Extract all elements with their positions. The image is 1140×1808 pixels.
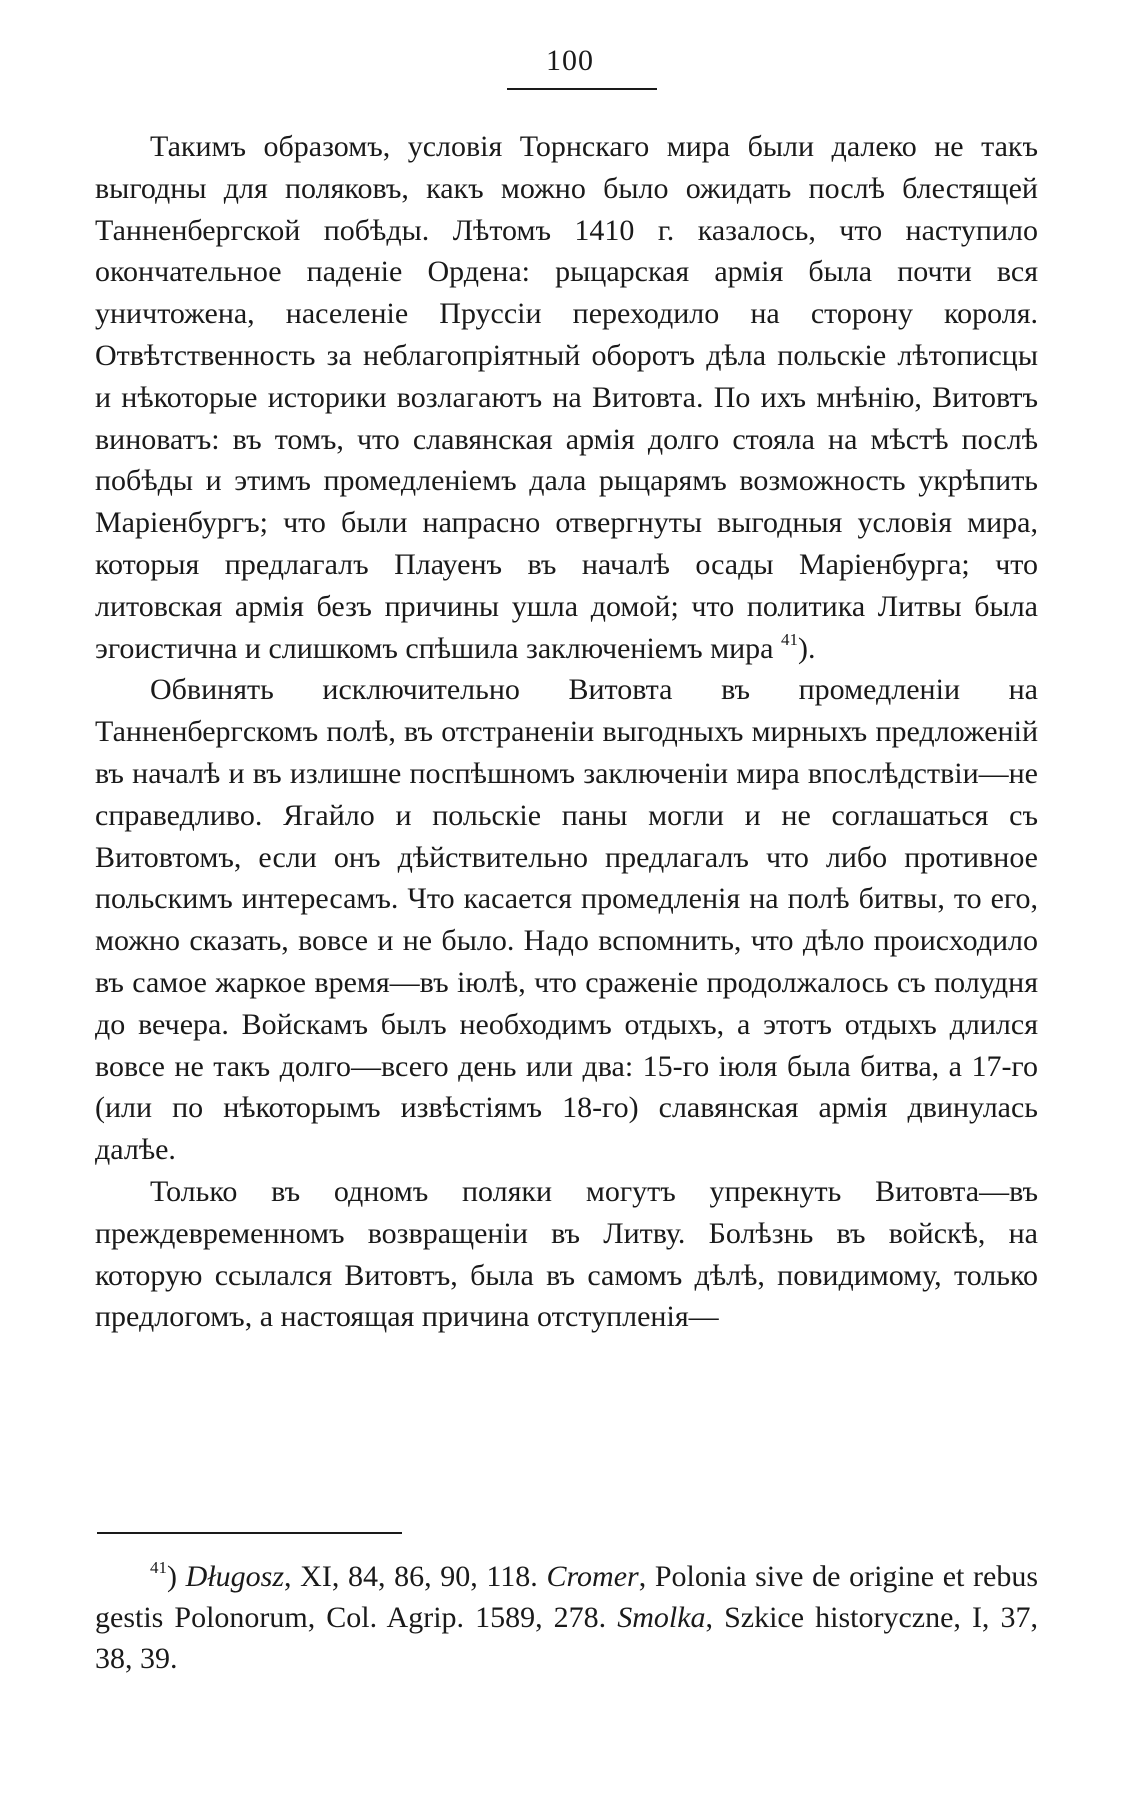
footnote-refs-1: , XI, 84, 86, 90, 118. bbox=[284, 1560, 538, 1593]
paragraph-1-text: Такимъ образомъ, условія Торнскаго мира были далеко не такъ выгодны для поляковъ, какъ можно было ожидать послѣ блестящей Танненбергской побѣды. Лѣтомъ 1410 г. казалось, что наступило окончательное паденіе Ордена: рыцарская армія была почти вся уничтожена, населеніе Пруссіи переходило на сторону короля. Отвѣтственность за неблагопріятный оборотъ дѣла польскіе лѣтописцы и нѣкоторые историки возлагаютъ на Витовта. По ихъ мнѣнію, Витовтъ виноватъ: въ томъ, что славянская армія долго стояла на мѣстѣ послѣ побѣды и этимъ промедленіемъ дала рыцарямъ возможность укрѣпить Маріенбургъ; что были напрасно отвергнуты выгодныя условія мира, которыя предлагалъ Плауенъ въ началѣ осады Маріенбурга; что литовская армія безъ причины ушла домой; что политика Литвы была эгоистична и слишкомъ спѣшила заключеніемъ мира bbox=[95, 130, 1038, 665]
footnote-separator bbox=[97, 1532, 402, 1534]
footnote-refs-3: , Szkice historyczne, I, 37, 38, 39. bbox=[95, 1601, 1038, 1675]
paragraph-1 bbox=[95, 126, 1038, 669]
paragraph-3 bbox=[95, 1171, 1038, 1338]
footnote bbox=[95, 1556, 1038, 1679]
paragraph-2-text: Обвинять исключительно Витовта въ промедленіи на Танненбергскомъ полѣ, въ отстраненіи выгодныхъ мирныхъ предложеній въ началѣ и въ излишне поспѣшномъ заключеніи мира впослѣдствіи—не справедливо. Ягайло и польскіе паны могли и не соглашаться съ Витовтомъ, если онъ дѣйствительно предлагалъ что либо противное польскимъ интересамъ. Что касается промедленія на полѣ битвы, то его, можно сказать, вовсе и не было. Надо вспомнить, что дѣло происходило въ самое жаркое время—въ іюлѣ, что сраженіе продолжалось съ полудня до вечера. Войскамъ былъ необходимъ отдыхъ, а этотъ отдыхъ длился вовсе не такъ долго—всего день или два: 15-го іюля была битва, а 17-го (или по нѣкоторымъ извѣстіямъ 18-го) славянская армія двинулась далѣе. bbox=[95, 673, 1038, 1167]
header-rule bbox=[507, 88, 657, 90]
paragraph-3-text: Только въ одномъ поляки могутъ упрекнуть Витовта—въ преждевременномъ возвращеніи въ Литву. Болѣзнь въ войскѣ, на которую ссылался Витовтъ, была въ самомъ дѣлѣ, повидимому, только предлогомъ, а настоящая причина отступленія— bbox=[95, 1174, 1038, 1334]
footnote-author-cromer: Cromer bbox=[546, 1560, 639, 1593]
paragraph-1-tail: ). bbox=[797, 631, 816, 665]
footnote-reference[interactable]: 41 bbox=[780, 629, 798, 649]
footnote-paren: ) bbox=[167, 1560, 177, 1593]
footnote-mark: 41 bbox=[150, 1558, 167, 1577]
footnote-author-smolka: Smolka bbox=[617, 1601, 706, 1634]
page-number: 100 bbox=[546, 44, 594, 77]
footnote-refs-2: , Polonia sive de origine et rebus gestis Polonorum, Col. Agrip. 1589, 278. bbox=[95, 1560, 1039, 1634]
footnote-author-dlugosz: Długosz bbox=[185, 1560, 285, 1593]
paragraph-2 bbox=[95, 669, 1038, 1171]
body-text bbox=[95, 126, 1038, 1338]
